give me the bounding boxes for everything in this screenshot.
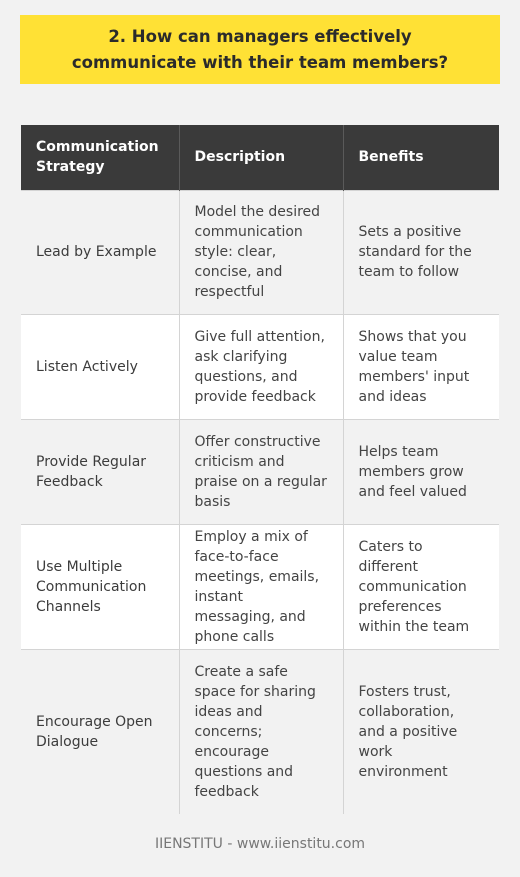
benefits-cell: Shows that you value team members' input and ideas (343, 314, 499, 419)
description-cell: Model the desired communication style: clear, concise, and respectful (179, 190, 343, 314)
page-title: 2. How can managers effectively communicate with their team members? (71, 26, 449, 72)
table-header-row (21, 125, 499, 190)
strategy-table (21, 125, 499, 814)
description-cell: Employ a mix of face-to-face meetings, emails, instant messaging, and phone calls (179, 524, 343, 649)
table-row (21, 314, 499, 419)
description-cell: Create a safe space for sharing ideas and concerns; encourage questions and feedback (179, 649, 343, 814)
header-description: Description (179, 125, 343, 190)
title-banner (20, 15, 500, 84)
strategy-cell: Listen Actively (21, 314, 179, 419)
header-benefits: Benefits (343, 125, 499, 190)
benefits-cell: Sets a positive standard for the team to follow (343, 190, 499, 314)
description-cell: Give full attention, ask clarifying questions, and provide feedback (179, 314, 343, 419)
benefits-cell: Fosters trust, collaboration, and a positive work environment (343, 649, 499, 814)
footer-credit: IIENSTITU - www.iienstitu.com (154, 836, 366, 852)
strategy-cell: Encourage Open Dialogue (21, 649, 179, 814)
benefits-cell: Helps team members grow and feel valued (343, 419, 499, 524)
table-row (21, 524, 499, 649)
strategy-cell: Use Multiple Communication Channels (21, 524, 179, 649)
benefits-cell: Caters to different communication preferences within the team (343, 524, 499, 649)
description-cell: Offer constructive criticism and praise on a regular basis (179, 419, 343, 524)
table-row (21, 419, 499, 524)
strategy-cell: Lead by Example (21, 190, 179, 314)
table-row (21, 190, 499, 314)
strategy-cell: Provide Regular Feedback (21, 419, 179, 524)
header-strategy: Communication Strategy (21, 125, 179, 190)
table-row (21, 649, 499, 814)
